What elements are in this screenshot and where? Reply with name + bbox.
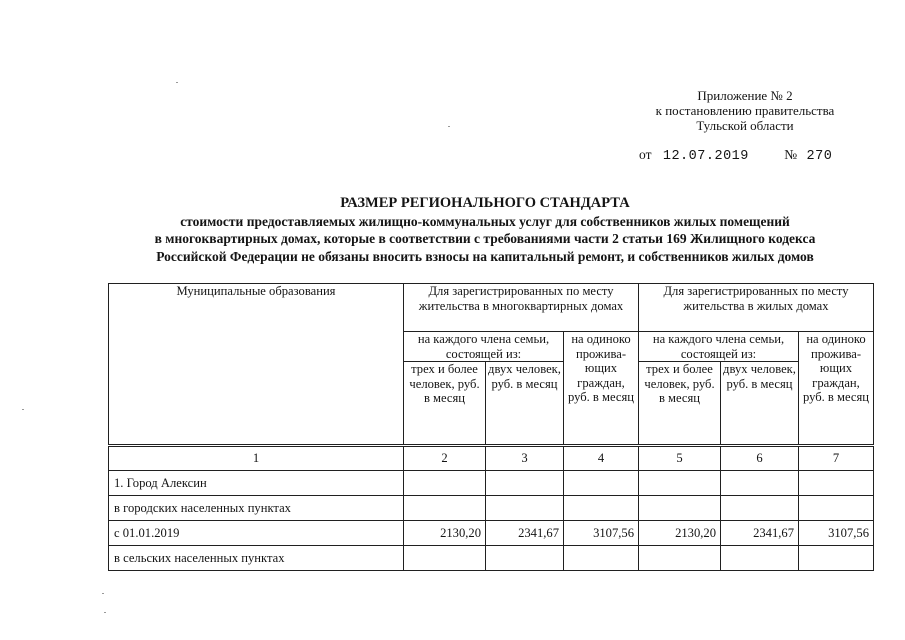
column-number: 2: [404, 446, 486, 471]
title-subline-3: Российской Федерации не обязаны вносить взносы на капитальный ремонт, и собственников жилых домов: [156, 248, 814, 264]
row-value: [486, 471, 564, 496]
column-number: 7: [799, 446, 874, 471]
header-apartments: Для зарегистрированных по месту жительства в многоквартирных домах: [404, 284, 639, 332]
column-number: 4: [564, 446, 639, 471]
row-value: 2130,20: [404, 521, 486, 546]
row-value: [404, 546, 486, 571]
header-houses: Для зарегистрированных по месту жительства в жилых домах: [639, 284, 874, 332]
row-value: [799, 496, 874, 521]
header-single-apartments: на одиноко прожива-ющих граждан, руб. в месяц: [564, 332, 639, 446]
document-title: [60, 195, 905, 265]
row-value: [639, 471, 721, 496]
row-label: в сельских населенных пунктах: [109, 546, 404, 571]
row-value: [721, 471, 799, 496]
row-value: [799, 471, 874, 496]
table-row: [109, 546, 874, 571]
scan-speck: [104, 612, 106, 613]
decree-date-line: [639, 147, 832, 164]
row-value: 3107,56: [799, 521, 874, 546]
header-two-houses: двух человек, руб. в месяц: [721, 362, 799, 446]
column-number: 3: [486, 446, 564, 471]
row-value: [721, 496, 799, 521]
header-municipal: Муниципальные образования: [109, 284, 404, 446]
row-label: в городских населенных пунктах: [109, 496, 404, 521]
title-subline-1: стоимости предоставляемых жилищно-коммунальных услуг для собственников жилых помещений: [180, 213, 790, 229]
table-row: [109, 496, 874, 521]
header-single-houses: на одиноко прожива-ющих граждан, руб. в месяц: [799, 332, 874, 446]
annex-region: Тульской области: [696, 118, 794, 133]
annex-block: [600, 88, 890, 133]
column-number: 1: [109, 446, 404, 471]
title-subline-2: в многоквартирных домах, которые в соответствии с требованиями части 2 статьи 169 Жилищного кодекса: [154, 231, 816, 246]
row-value: [564, 546, 639, 571]
column-number: 6: [721, 446, 799, 471]
scan-speck: [22, 409, 24, 410]
row-value: [486, 496, 564, 521]
annex-number: Приложение № 2: [697, 88, 793, 103]
title-heading: РАЗМЕР РЕГИОНАЛЬНОГО СТАНДАРТА: [340, 195, 630, 211]
decree-number: 270: [806, 149, 833, 164]
row-value: [404, 496, 486, 521]
decree-from-label: от: [639, 147, 652, 162]
header-two-apartments: двух человек, руб. в месяц: [486, 362, 564, 446]
header-three-houses: трех и более человек, руб. в месяц: [639, 362, 721, 446]
header-row-1: [109, 284, 874, 332]
scan-speck: [176, 82, 178, 83]
header-family-houses: на каждого члена семьи, состоящей из:: [639, 332, 799, 362]
header-three-apartments: трех и более человек, руб. в месяц: [404, 362, 486, 446]
standard-table: [108, 283, 874, 571]
row-value: 2130,20: [639, 521, 721, 546]
row-value: [564, 471, 639, 496]
row-value: [486, 546, 564, 571]
row-value: [639, 546, 721, 571]
row-label: 1. Город Алексин: [109, 471, 404, 496]
table-row: [109, 521, 874, 546]
row-value: [721, 546, 799, 571]
row-value: 2341,67: [721, 521, 799, 546]
row-value: [404, 471, 486, 496]
row-value: 3107,56: [564, 521, 639, 546]
decree-date: 12.07.2019: [662, 149, 749, 164]
row-label: с 01.01.2019: [109, 521, 404, 546]
column-number-row: [109, 446, 874, 471]
scan-speck: [102, 593, 104, 594]
table-row: [109, 471, 874, 496]
row-value: [639, 496, 721, 521]
decree-number-label: №: [784, 147, 798, 162]
row-value: [564, 496, 639, 521]
header-family-apartments: на каждого члена семьи, состоящей из:: [404, 332, 564, 362]
scan-speck: [448, 126, 450, 127]
row-value: 2341,67: [486, 521, 564, 546]
annex-decree-ref: к постановлению правительства: [655, 103, 835, 118]
row-value: [799, 546, 874, 571]
column-number: 5: [639, 446, 721, 471]
